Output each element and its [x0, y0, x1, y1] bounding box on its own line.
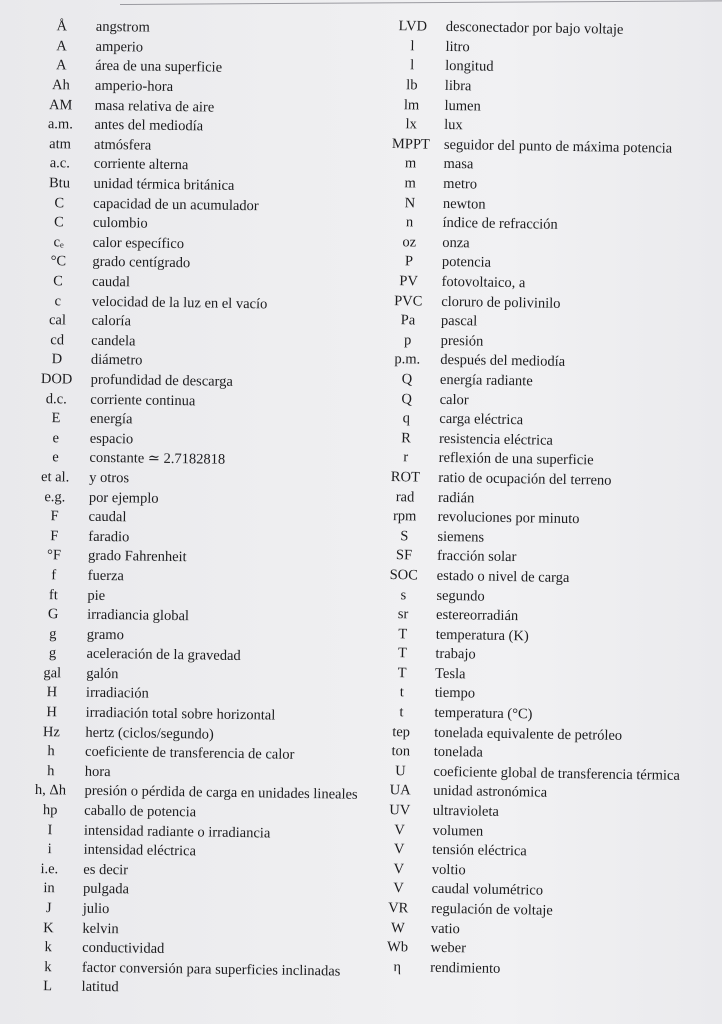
abbreviation-symbol: l — [410, 38, 415, 55]
abbreviation-symbol: sr — [397, 606, 409, 623]
abbreviation-meaning: revoluciones por minuto — [437, 508, 580, 528]
abbreviation-meaning: lux — [444, 117, 463, 134]
abbreviation-meaning: radián — [437, 489, 475, 506]
abbreviation-meaning: amperio-hora — [94, 77, 174, 96]
abbreviation-symbol: I — [47, 821, 53, 838]
abbreviation-symbol: η — [393, 958, 402, 976]
abbreviation-meaning: atmósfera — [93, 136, 152, 154]
abbreviation-meaning: pie — [87, 587, 106, 604]
abbreviation-meaning: onza — [442, 234, 470, 252]
abbreviation-meaning: masa — [443, 156, 474, 173]
abbreviation-meaning: área de una superficie — [95, 58, 223, 77]
abbreviation-symbol: in — [43, 880, 55, 897]
abbreviation-symbol: °C — [50, 253, 67, 270]
abbreviation-symbol: F — [50, 527, 59, 545]
abbreviation-symbol: p.m. — [394, 351, 421, 368]
abbreviation-symbol: q — [402, 410, 411, 427]
abbreviation-meaning: es decir — [83, 861, 129, 879]
abbreviation-symbol: oz — [402, 234, 417, 251]
abbreviation-symbol: m — [404, 155, 417, 172]
abbreviation-meaning: y otros — [89, 469, 130, 487]
abbreviation-meaning: energía — [89, 410, 133, 428]
abbreviation-symbol: UV — [389, 802, 411, 819]
abbreviation-meaning: seguidor del punto de máxima potencia — [443, 136, 673, 157]
abbreviation-symbol: C — [53, 273, 64, 290]
abbreviation-meaning: espacio — [89, 430, 134, 448]
abbreviation-symbol: DOD — [40, 371, 73, 388]
abbreviation-symbol: S — [400, 527, 409, 545]
abbreviation-meaning: candela — [91, 332, 136, 350]
abbreviation-meaning: voltio — [431, 861, 466, 879]
abbreviation-meaning: corriente alterna — [93, 156, 189, 174]
abbreviation-meaning: kelvin — [82, 920, 119, 937]
abbreviation-symbol: ton — [391, 743, 411, 760]
abbreviation-meaning: intensidad eléctrica — [83, 841, 197, 860]
abbreviation-meaning: fuerza — [87, 567, 125, 585]
abbreviation-symbol: G — [47, 606, 59, 623]
abbreviation-symbol: UA — [389, 782, 411, 799]
abbreviation-symbol: Q — [401, 390, 413, 407]
abbreviation-meaning: caloría — [91, 312, 132, 330]
abbreviation-meaning: factor conversión para superficies inclinadas — [81, 959, 341, 980]
abbreviation-entry — [27, 977, 377, 1002]
abbreviation-symbol: n — [405, 214, 414, 231]
abbreviation-symbol: s — [400, 586, 407, 603]
abbreviation-meaning: aceleración de la gravedad — [86, 646, 241, 665]
abbreviation-symbol: h — [47, 743, 55, 760]
abbreviation-meaning: tonelada — [433, 744, 484, 761]
abbreviation-meaning: diámetro — [90, 352, 143, 369]
abbreviation-meaning: caballo de potencia — [84, 802, 197, 821]
abbreviation-meaning: coeficiente de transferencia de calor — [84, 743, 295, 764]
abbreviation-meaning: masa relativa de aire — [94, 97, 215, 116]
abbreviation-symbol: Q — [401, 371, 413, 388]
abbreviation-meaning: estereorradián — [435, 606, 519, 625]
abbreviation-meaning: unidad térmica británica — [93, 175, 235, 194]
abbreviation-symbol: A — [56, 38, 67, 55]
abbreviation-meaning: reflexión de una superficie — [438, 450, 594, 469]
abbreviation-meaning: calor — [439, 391, 469, 408]
abbreviation-meaning: lumen — [444, 97, 481, 115]
abbreviation-symbol: A — [55, 57, 67, 74]
abbreviation-meaning: calor específico — [92, 234, 185, 252]
abbreviation-symbol: T — [397, 665, 407, 682]
abbreviation-symbol: l — [410, 57, 415, 74]
abbreviation-meaning: faradio — [88, 528, 130, 546]
abbreviation-symbol: V — [393, 841, 405, 858]
abbreviation-meaning: capacidad de un acumulador — [93, 195, 259, 214]
abbreviation-symbol: g — [49, 625, 57, 642]
abbreviation-meaning: galón — [86, 665, 119, 683]
abbreviation-symbol: V — [394, 821, 405, 838]
abbreviation-meaning: presión — [440, 332, 484, 350]
abbreviation-symbol: C — [54, 194, 65, 211]
abbreviation-meaning: irradiancia global — [87, 606, 190, 625]
abbreviation-symbol: U — [395, 763, 406, 780]
abbreviation-meaning: litro — [445, 38, 470, 56]
abbreviation-meaning: presión o pérdida de carga en unidades lineales — [84, 783, 358, 804]
abbreviation-symbol: ROT — [390, 468, 421, 486]
abbreviation-meaning: metro — [443, 175, 478, 193]
abbreviation-symbol: i.e. — [40, 860, 59, 878]
abbreviation-meaning: trabajo — [435, 646, 476, 663]
abbreviation-symbol: lb — [406, 77, 418, 94]
abbreviation-symbol: atm — [49, 135, 72, 153]
abbreviation-symbol: lx — [405, 116, 417, 133]
abbreviation-symbol: cd — [50, 331, 65, 349]
abbreviation-meaning: coeficiente global de transferencia térmica — [433, 763, 680, 784]
abbreviation-symbol: rad — [395, 488, 415, 505]
abbreviation-meaning: gramo — [86, 626, 125, 643]
abbreviation-symbol: rpm — [392, 508, 417, 525]
abbreviation-meaning: angstrom — [95, 19, 150, 36]
abbreviation-meaning: grado Fahrenheit — [87, 548, 187, 566]
abbreviation-symbol: t — [399, 684, 404, 701]
abbreviation-symbol: p — [403, 332, 412, 349]
abbreviation-meaning: fracción solar — [436, 548, 517, 566]
abbreviation-symbol: c — [54, 292, 62, 309]
abbreviation-symbol: hp — [42, 802, 58, 819]
abbreviation-meaning: por ejemplo — [88, 489, 159, 507]
abbreviation-symbol: J — [45, 900, 52, 917]
abbreviation-symbol: V — [393, 860, 405, 878]
abbreviation-symbol: T — [397, 645, 408, 662]
abbreviation-meaning: resistencia eléctrica — [438, 430, 554, 449]
abbreviation-symbol: Btu — [48, 175, 71, 192]
abbreviation-meaning: carga eléctrica — [439, 411, 524, 429]
abbreviation-symbol: F — [50, 508, 59, 525]
abbreviation-symbol: R — [401, 429, 411, 447]
abbreviation-meaning: segundo — [436, 587, 485, 605]
abbreviation-symbol: L — [43, 978, 53, 995]
abbreviation-meaning: regulación de voltaje — [431, 900, 553, 919]
abbreviation-symbol: a.c. — [49, 155, 71, 172]
abbreviation-meaning: caudal — [88, 508, 127, 526]
abbreviation-meaning: desconectador por bajo voltaje — [445, 19, 624, 39]
abbreviation-meaning: amperio — [95, 38, 144, 56]
abbreviation-meaning: hertz (ciclos/segundo) — [85, 724, 214, 743]
abbreviations-right-column — [376, 17, 722, 982]
abbreviation-symbol: VR — [388, 900, 409, 917]
abbreviation-symbol: Hz — [42, 723, 60, 741]
abbreviation-meaning: ratio de ocupación del terreno — [438, 469, 612, 489]
abbreviation-meaning: irradiación — [85, 685, 149, 703]
abbreviation-symbol: gal — [43, 664, 62, 682]
abbreviation-meaning: fotovoltaico, a — [441, 273, 526, 292]
abbreviation-symbol: ft — [48, 586, 58, 603]
abbreviation-meaning: pascal — [440, 313, 478, 330]
abbreviation-symbol: tep — [392, 723, 411, 741]
abbreviation-meaning: unidad astronómica — [433, 783, 548, 802]
abbreviation-symbol: cₑ — [53, 234, 64, 251]
abbreviation-symbol: C — [53, 214, 64, 231]
abbreviation-meaning: julio — [82, 900, 110, 918]
abbreviation-symbol: Pa — [400, 312, 416, 329]
abbreviation-symbol: et al. — [40, 468, 70, 486]
abbreviation-meaning: volumen — [432, 822, 484, 840]
abbreviation-symbol: h — [47, 763, 55, 780]
abbreviation-symbol: h, Δh — [34, 782, 67, 799]
abbreviation-meaning: tensión eléctrica — [432, 842, 527, 860]
abbreviation-meaning: temperatura (°C) — [434, 704, 533, 723]
abbreviation-symbol: t — [399, 704, 404, 721]
abbreviation-meaning: culombio — [92, 215, 148, 232]
abbreviation-symbol: H — [46, 704, 58, 721]
abbreviation-symbol: LVD — [398, 18, 428, 35]
abbreviation-symbol: f — [51, 567, 57, 584]
abbreviation-meaning: Tesla — [434, 665, 466, 683]
abbreviation-entry — [376, 957, 706, 982]
abbreviation-meaning: energía radiante — [439, 371, 533, 390]
abbreviation-meaning: vatio — [430, 920, 461, 937]
abbreviation-meaning: conductividad — [82, 939, 165, 958]
abbreviation-symbol: P — [404, 253, 414, 270]
abbreviation-meaning: estado o nivel de carga — [436, 567, 570, 586]
abbreviation-symbol: D — [51, 351, 63, 368]
abbreviation-symbol: a.m. — [47, 116, 74, 133]
abbreviation-meaning: potencia — [441, 254, 492, 272]
abbreviation-meaning: caudal volumétrico — [431, 881, 544, 900]
abbreviation-meaning: índice de refracción — [442, 215, 558, 234]
abbreviation-symbol: V — [393, 880, 404, 897]
abbreviation-meaning: siemens — [437, 528, 485, 546]
abbreviation-symbol: Å — [56, 18, 68, 35]
abbreviation-meaning: weber — [430, 939, 467, 957]
abbreviation-meaning: tiempo — [434, 685, 476, 702]
abbreviation-meaning: pulgada — [82, 881, 130, 898]
abbreviation-symbol: lm — [403, 96, 420, 114]
abbreviation-symbol: Ah — [51, 77, 70, 94]
abbreviation-symbol: k — [44, 939, 52, 956]
abbreviation-meaning: corriente continua — [90, 391, 196, 409]
abbreviation-meaning: profundidad de descarga — [90, 371, 233, 390]
abbreviation-symbol: k — [44, 958, 52, 976]
abbreviation-meaning: irradiación total sobre horizontal — [85, 704, 276, 724]
abbreviation-meaning: antes del mediodía — [94, 117, 204, 135]
abbreviation-symbol: K — [43, 919, 54, 936]
abbreviation-symbol: e.g. — [44, 488, 66, 505]
abbreviation-meaning: ultravioleta — [432, 802, 499, 820]
abbreviation-symbol: N — [404, 194, 416, 212]
abbreviation-symbol: PVC — [394, 292, 423, 310]
abbreviation-symbol: H — [46, 684, 58, 701]
abbreviation-meaning: cloruro de polivinilo — [441, 293, 561, 312]
abbreviation-meaning: grado centígrado — [92, 254, 191, 272]
abbreviation-meaning: velocidad de la luz en el vacío — [91, 293, 268, 312]
abbreviation-symbol: r — [403, 449, 409, 466]
abbreviation-symbol: MPPT — [391, 135, 430, 153]
abbreviation-meaning: después del mediodía — [440, 352, 566, 371]
abbreviation-meaning: rendimiento — [430, 959, 501, 977]
abbreviation-symbol: g — [48, 645, 57, 662]
abbreviation-meaning: temperatura (K) — [435, 626, 529, 645]
abbreviation-symbol: °F — [46, 547, 62, 564]
abbreviation-meaning: libra — [444, 77, 472, 95]
abbreviation-symbol: cal — [48, 312, 67, 329]
abbreviation-symbol: m — [404, 175, 417, 192]
abbreviation-symbol: E — [51, 410, 61, 427]
abbreviation-meaning: longitud — [445, 58, 494, 76]
abbreviations-left-column — [27, 17, 391, 1002]
abbreviation-meaning: hora — [84, 763, 111, 780]
abbreviation-meaning: tonelada equivalente de petróleo — [434, 724, 623, 744]
abbreviation-symbol: i — [47, 841, 52, 858]
abbreviation-symbol: W — [390, 919, 405, 936]
abbreviation-symbol: SOC — [389, 566, 418, 584]
abbreviation-symbol: T — [398, 625, 408, 643]
abbreviation-meaning: latitud — [81, 979, 119, 996]
abbreviation-symbol: d.c. — [45, 390, 67, 407]
abbreviation-meaning: caudal — [91, 273, 131, 291]
abbreviation-meaning: constante ≃ 2.7182818 — [89, 450, 226, 469]
abbreviation-meaning: newton — [442, 195, 486, 213]
abbreviation-symbol: AM — [48, 96, 73, 114]
abbreviation-symbol: e — [52, 429, 60, 447]
abbreviation-symbol: PV — [399, 273, 419, 290]
abbreviation-symbol: e — [52, 449, 59, 466]
abbreviation-symbol: SF — [395, 547, 413, 564]
top-rule — [120, 0, 722, 5]
abbreviation-meaning: intensidad radiante o irradiancia — [83, 822, 271, 842]
abbreviation-symbol: Wb — [386, 939, 409, 956]
